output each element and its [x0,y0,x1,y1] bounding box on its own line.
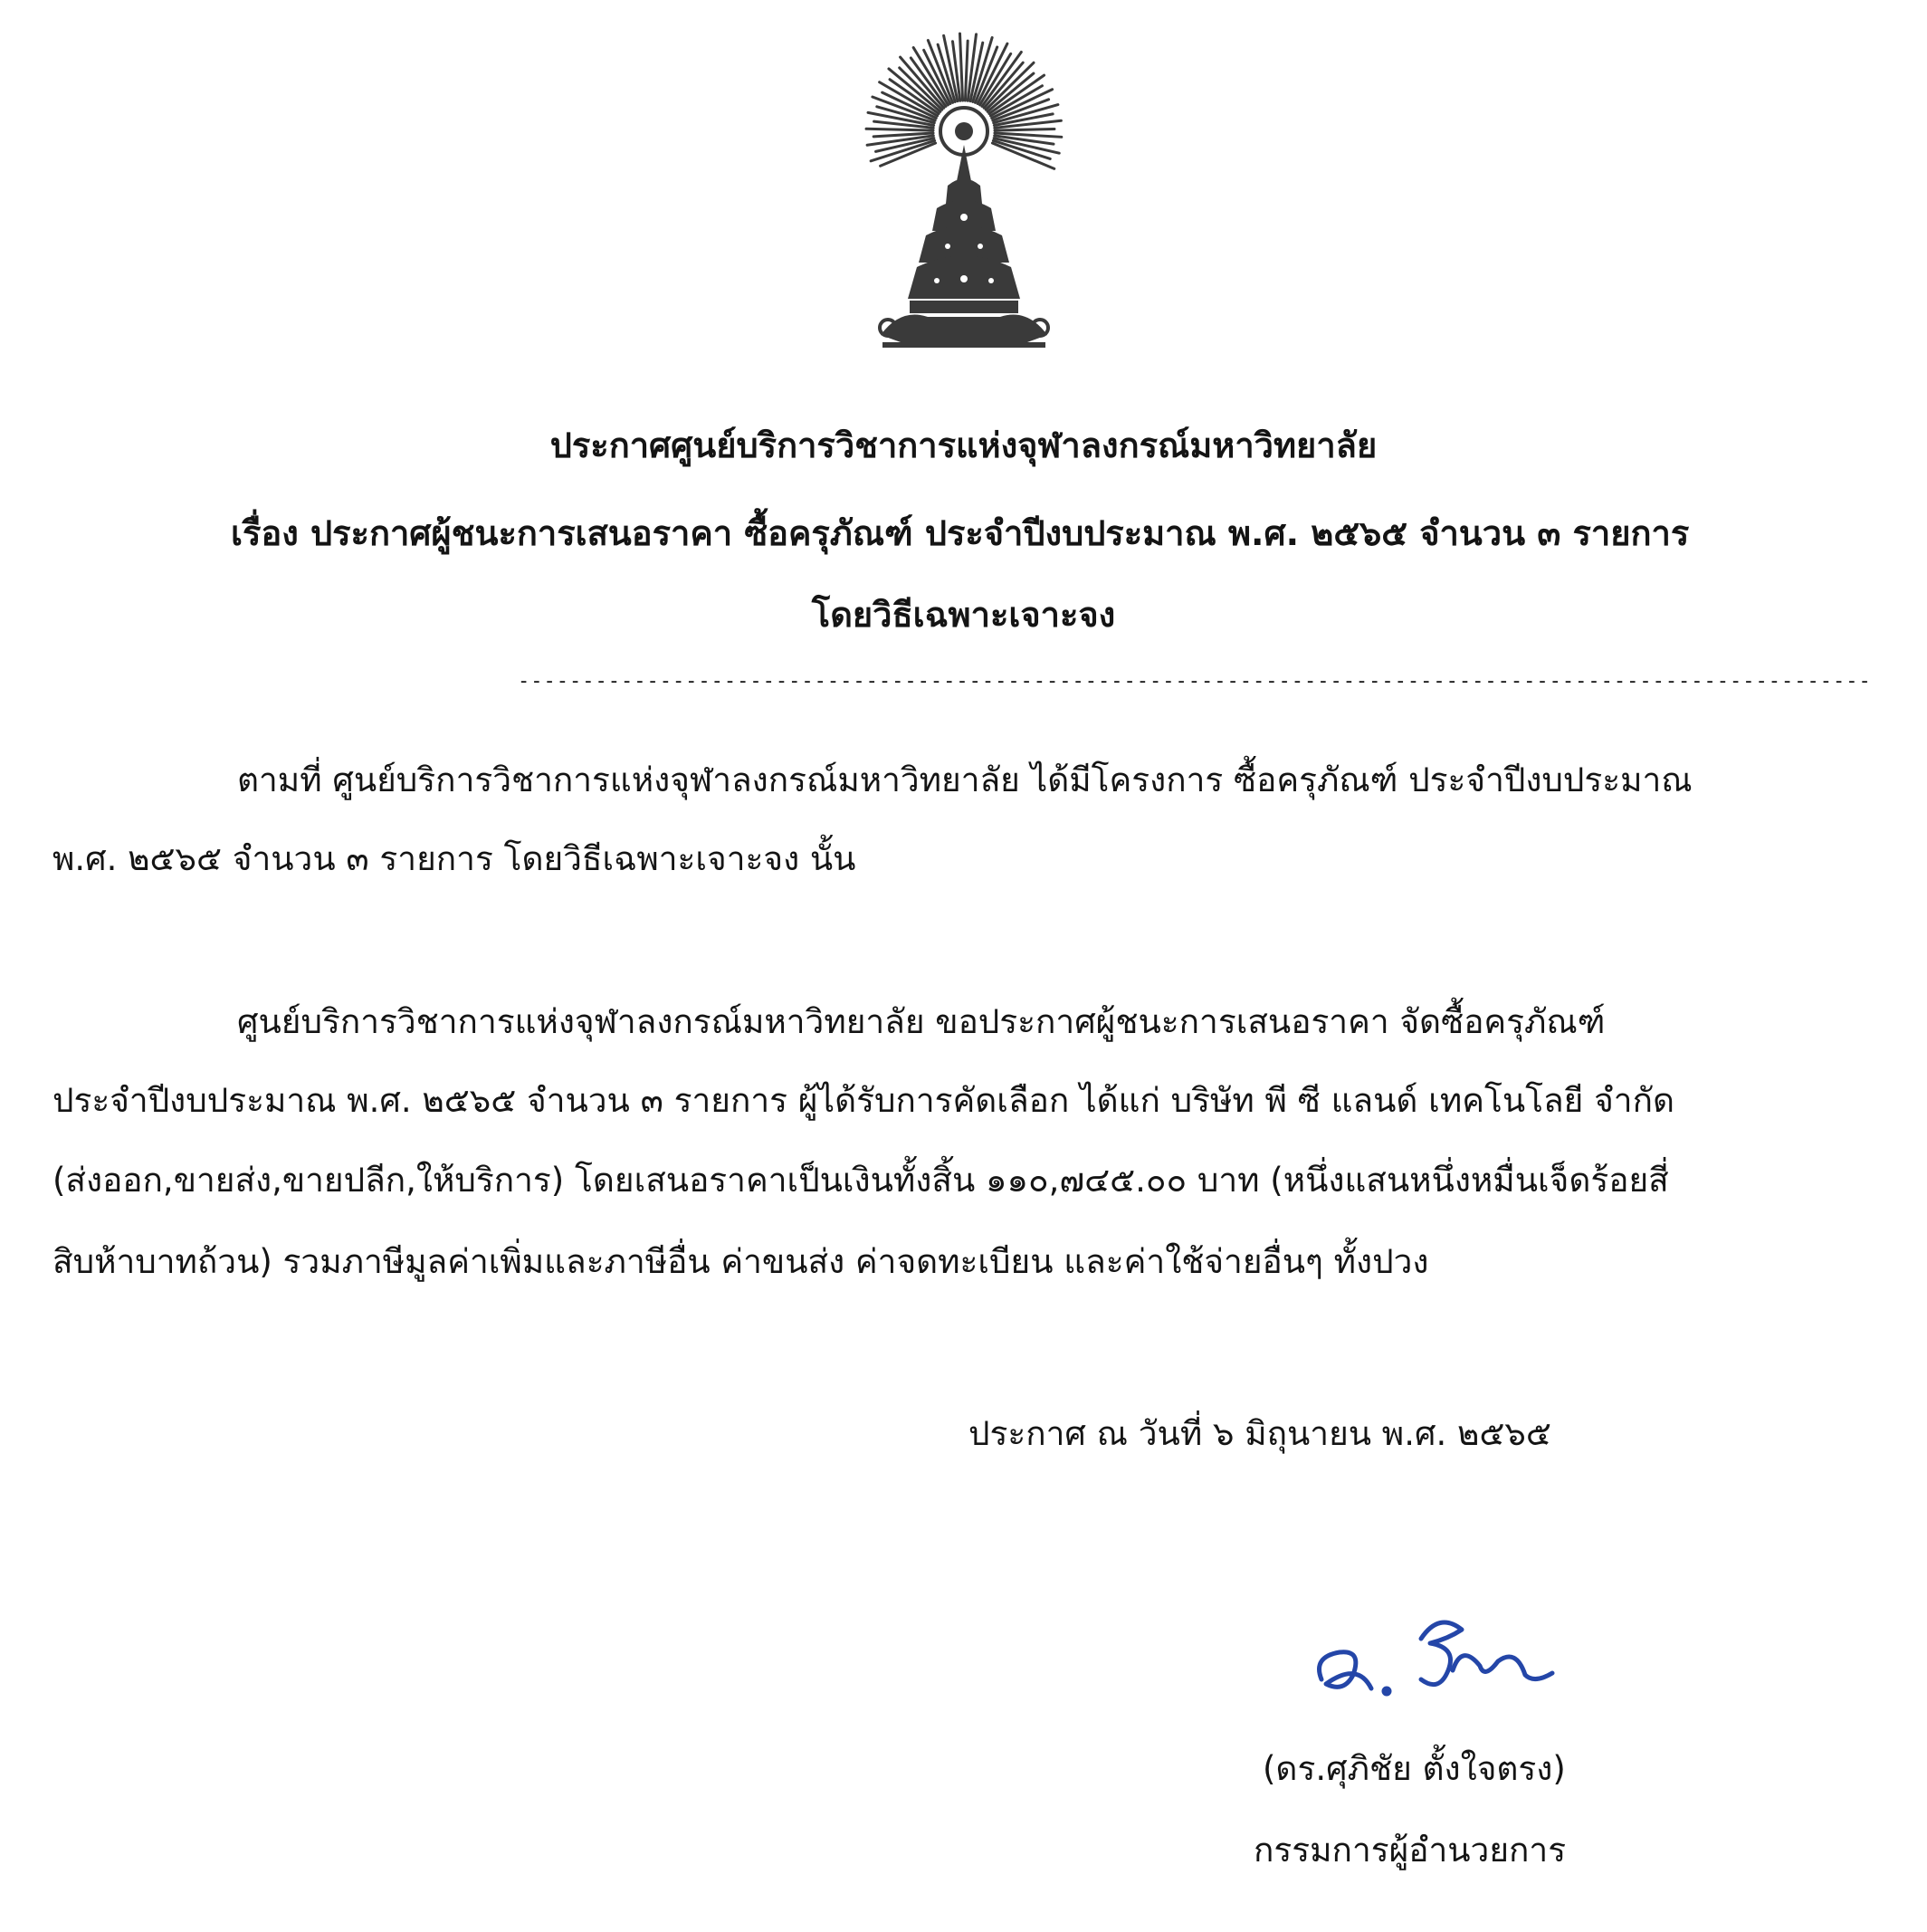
paragraph-1-line-1: ตามที่ ศูนย์บริการวิชาการแห่งจุฬาลงกรณ์มหาวิทยาลัย ได้มีโครงการ ซื้อครุภัณฑ์ ประจำปีงบประมาณ [237,760,1693,799]
signature-image [1303,1593,1575,1711]
announcement-title: ประกาศศูนย์บริการวิชาการแห่งจุฬาลงกรณ์มหาวิทยาลัย [549,426,1378,465]
signer-name: (ดร.ศุภิชัย ตั้งใจตรง) [1263,1749,1566,1788]
announcement-date: ประกาศ ณ วันที่ ๖ มิถุนายน พ.ศ. ๒๕๖๕ [968,1414,1551,1453]
announcement-subject: เรื่อง ประกาศผู้ชนะการเสนอราคา ซื้อครุภัณฑ์ ประจำปีงบประมาณ พ.ศ. ๒๕๖๕ จำนวน ๓ รายการ [231,513,1690,553]
paragraph-2-line-2: ประจำปีงบประมาณ พ.ศ. ๒๕๖๕ จำนวน ๓ รายการ ผู้ได้รับการคัดเลือก ได้แก่ บริษัท พี ซี แลนด์ เทคโนโลยี จำกัด [52,1081,1675,1120]
emblem-ray [965,41,968,100]
paragraph-2-line-1: ศูนย์บริการวิชาการแห่งจุฬาลงกรณ์มหาวิทยาลัย ขอประกาศผู้ชนะการเสนอราคา จัดซื้อครุภัณฑ์ [237,1002,1606,1041]
paragraph-1-line-2: พ.ศ. ๒๕๖๕ จำนวน ๓ รายการ โดยวิธีเฉพาะเจาะจง นั้น [52,839,856,878]
divider-line: --------------------------------------------------------------------------------------------------------- [518,670,1872,693]
emblem-ray [995,129,1054,130]
procurement-method: โดยวิธีเฉพาะเจาะจง [811,595,1116,635]
signer-title: กรรมการผู้อำนวยการ [1254,1831,1567,1870]
emblem-ray [866,129,933,130]
paragraph-2-line-3: (ส่งออก,ขายส่ง,ขายปลีก,ให้บริการ) โดยเสนอราคาเป็นเงินทั้งสิ้น ๑๑๐,๗๔๕.๐๐ บาท (หนึ่งแสนหนึ่งหมื่นเจ็ดร้อยสี่ [52,1161,1669,1200]
paragraph-2-line-4: สิบห้าบาทถ้วน) รวมภาษีมูลค่าเพิ่มและภาษีอื่น ค่าขนส่ง ค่าจดทะเบียน และค่าใช้จ่ายอื่นๆ ทั้งปวง [52,1242,1429,1281]
emblem-ray [959,33,962,100]
university-emblem-icon [846,36,1082,353]
